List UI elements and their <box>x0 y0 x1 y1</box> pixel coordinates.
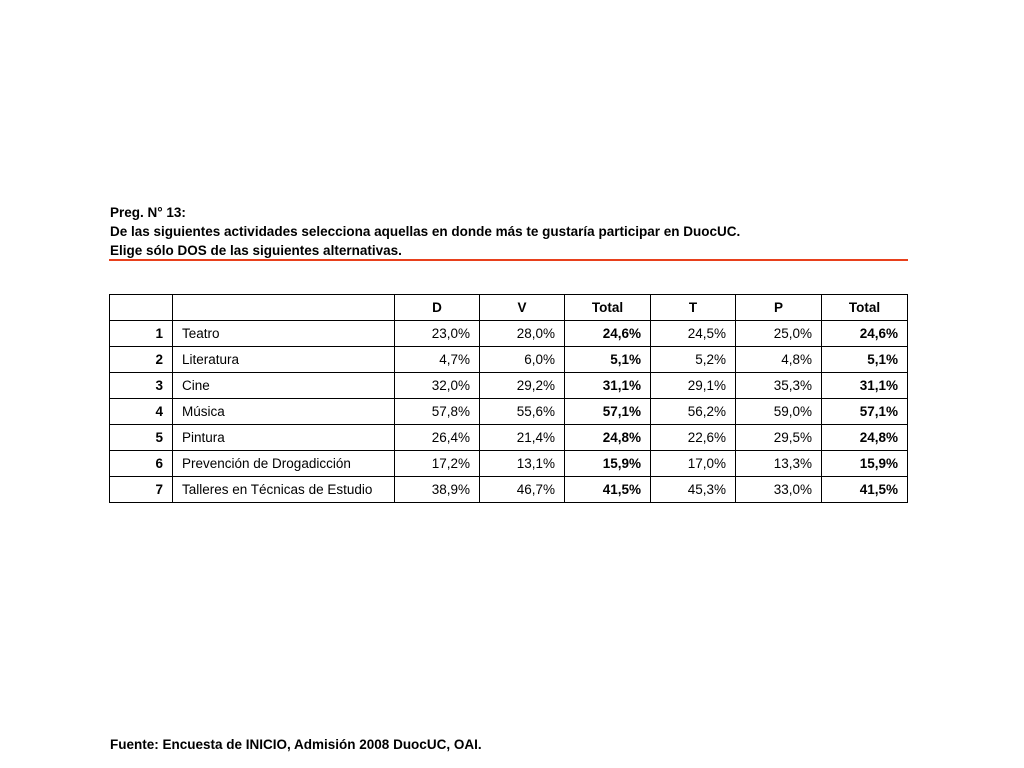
table-row <box>110 399 908 425</box>
value-t: 5,2% <box>651 347 736 373</box>
row-number: 3 <box>110 373 173 399</box>
value-total-2: 24,6% <box>822 321 908 347</box>
row-number: 6 <box>110 451 173 477</box>
column-header-total-2: Total <box>822 295 908 321</box>
value-total-1: 24,6% <box>565 321 651 347</box>
value-v: 46,7% <box>480 477 565 503</box>
activity-name: Pintura <box>173 425 395 451</box>
value-d: 57,8% <box>395 399 480 425</box>
value-total-1: 41,5% <box>565 477 651 503</box>
value-v: 29,2% <box>480 373 565 399</box>
value-d: 38,9% <box>395 477 480 503</box>
table-row <box>110 451 908 477</box>
value-p: 25,0% <box>736 321 822 347</box>
value-total-2: 31,1% <box>822 373 908 399</box>
column-header <box>173 295 395 321</box>
value-t: 24,5% <box>651 321 736 347</box>
value-t: 22,6% <box>651 425 736 451</box>
value-t: 29,1% <box>651 373 736 399</box>
value-d: 26,4% <box>395 425 480 451</box>
column-header <box>110 295 173 321</box>
value-total-1: 31,1% <box>565 373 651 399</box>
row-number: 5 <box>110 425 173 451</box>
header-divider <box>109 259 908 261</box>
source-note: Fuente: Encuesta de INICIO, Admisión 2008 DuocUC, OAI. <box>110 737 482 752</box>
table-row <box>110 373 908 399</box>
column-header-t: T <box>651 295 736 321</box>
value-p: 4,8% <box>736 347 822 373</box>
row-number: 4 <box>110 399 173 425</box>
question-text: De las siguientes actividades selecciona aquellas en donde más te gustaría participar en DuocUC. <box>110 224 741 239</box>
value-t: 17,0% <box>651 451 736 477</box>
value-v: 13,1% <box>480 451 565 477</box>
row-number: 7 <box>110 477 173 503</box>
table-row <box>110 347 908 373</box>
value-v: 55,6% <box>480 399 565 425</box>
activity-name: Prevención de Drogadicción <box>173 451 395 477</box>
activity-name: Talleres en Técnicas de Estudio <box>173 477 395 503</box>
value-total-2: 57,1% <box>822 399 908 425</box>
question-instruction: Elige sólo DOS de las siguientes alternativas. <box>110 243 402 258</box>
row-number: 1 <box>110 321 173 347</box>
column-header-v: V <box>480 295 565 321</box>
column-header-d: D <box>395 295 480 321</box>
value-d: 32,0% <box>395 373 480 399</box>
value-v: 28,0% <box>480 321 565 347</box>
activity-name: Música <box>173 399 395 425</box>
value-d: 23,0% <box>395 321 480 347</box>
table-row <box>110 425 908 451</box>
value-v: 21,4% <box>480 425 565 451</box>
value-total-1: 15,9% <box>565 451 651 477</box>
value-total-1: 57,1% <box>565 399 651 425</box>
value-v: 6,0% <box>480 347 565 373</box>
value-d: 17,2% <box>395 451 480 477</box>
value-total-2: 5,1% <box>822 347 908 373</box>
question-header <box>110 203 910 260</box>
row-number: 2 <box>110 347 173 373</box>
value-total-1: 24,8% <box>565 425 651 451</box>
value-total-2: 15,9% <box>822 451 908 477</box>
results-table <box>109 294 908 503</box>
value-p: 29,5% <box>736 425 822 451</box>
value-d: 4,7% <box>395 347 480 373</box>
value-total-2: 41,5% <box>822 477 908 503</box>
table-row <box>110 321 908 347</box>
value-p: 33,0% <box>736 477 822 503</box>
question-number: Preg. N° 13: <box>110 205 186 220</box>
column-header-p: P <box>736 295 822 321</box>
value-t: 56,2% <box>651 399 736 425</box>
value-total-2: 24,8% <box>822 425 908 451</box>
table-row <box>110 477 908 503</box>
value-p: 13,3% <box>736 451 822 477</box>
activity-name: Cine <box>173 373 395 399</box>
value-t: 45,3% <box>651 477 736 503</box>
table-header-row <box>110 295 908 321</box>
value-p: 35,3% <box>736 373 822 399</box>
table-body <box>110 321 908 503</box>
value-p: 59,0% <box>736 399 822 425</box>
activity-name: Teatro <box>173 321 395 347</box>
value-total-1: 5,1% <box>565 347 651 373</box>
column-header-total-1: Total <box>565 295 651 321</box>
activity-name: Literatura <box>173 347 395 373</box>
